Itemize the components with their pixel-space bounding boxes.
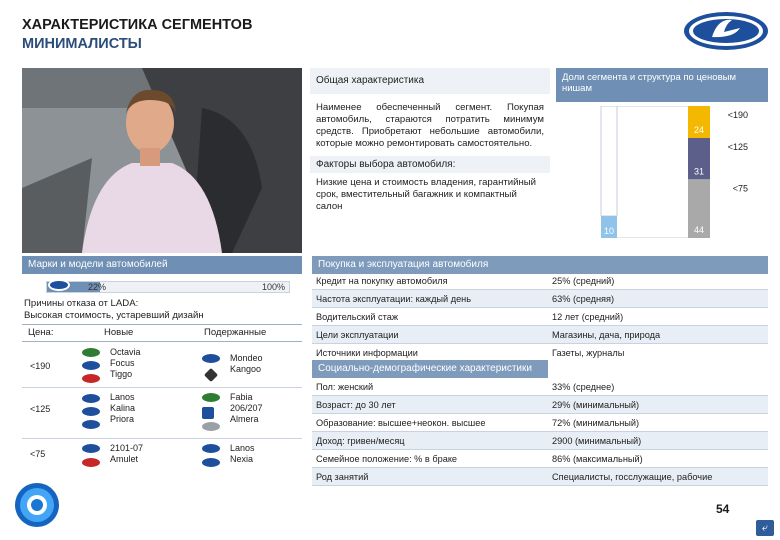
table-row: Возраст: до 30 лет 29% (минимальный) [312,396,768,414]
table-row: Пол: женский 33% (среднее) [312,378,768,396]
segment-badge-icon [14,482,60,528]
lada-logo-icon [82,407,100,416]
row-price: <125 [30,404,51,414]
lada-small-logo [48,279,70,291]
skoda-logo-icon [202,393,220,402]
lada-share-bar [46,281,290,293]
brand-row [22,389,302,439]
brands-table-header [22,324,302,342]
demo-header: Социально-демографические характеристики [312,360,548,378]
full-label: 100% [262,282,286,292]
lada-logo [682,10,770,52]
chery-logo-icon [82,458,100,467]
table-row: Водительский стаж 12 лет (средний) [312,308,768,326]
page-number: 54 [716,502,730,516]
row-new-models: Octavia Focus Tiggo [110,347,141,379]
row-price: <75 [30,449,46,459]
col-new: Новые [104,327,134,338]
niche-category-label: <190 [727,110,748,120]
factors-text: Низкие цена и стоимость владения, гарантийный срок, вместительный багажник и компактный салон [316,177,537,212]
refusal-text: Высокая стоимость, устаревший дизайн [24,310,204,321]
brands-header: Марки и модели автомобилей [22,256,302,274]
row-new-models: 2101-07 Amulet [110,443,144,464]
niche-category-label: <125 [727,142,748,152]
brand-row [22,344,302,388]
usage-header: Покупка и эксплуатация автомобиля [312,256,768,274]
segment-total-bar [601,106,617,216]
table-row: Кредит на покупку автомобиля 25% (средний) [312,272,768,290]
row-used-models: Fabia 206/207 Almera [230,392,263,424]
refusal-title: Причины отказа от LADA: [24,298,139,309]
row-used-models: Lanos Nexia [230,443,255,464]
niche-value-label: 31 [693,166,705,177]
general-header: Общая характеристика [310,68,550,94]
ford-logo-icon [82,361,100,370]
col-used: Подержанные [204,327,267,338]
daewoo-logo-icon [82,394,100,403]
niche-category-label: <75 [732,183,748,194]
daewoo-logo-icon [202,458,220,467]
row-used-models: Mondeo Kangoo [230,353,263,374]
chery-logo-icon [82,374,100,383]
share-chart [598,106,768,238]
table-row: Источники информации Газеты, журналы [316,348,625,358]
segment-share-label: 10 [603,226,615,236]
table-row: Частота эксплуатации: каждый день 63% (средняя) [312,290,768,308]
driver-photo [22,68,302,253]
ford-logo-icon [202,354,220,363]
factors-title: Факторы выбора автомобиля: [310,156,550,173]
skoda-logo-icon [82,348,100,357]
share-chart-header: Доли сегмента и структура по ценовым нишам [556,68,768,102]
row-new-models: Lanos Kalina Priora [110,392,136,424]
return-icon: ⤶ [761,522,769,534]
renault-logo-icon [204,368,218,382]
table-row: Образование: высшее+неокон. высшее 72% (минимальный) [312,414,768,432]
daewoo-logo-icon [202,444,220,453]
brand-row [22,440,302,474]
general-description: Наименее обеспеченный сегмент. Покупая автомобиль, стараются потратить минимум средств. Приобретают небольшие автомобили, которые можно ремонтировать самостоятельно. [316,102,544,149]
nissan-logo-icon [202,422,220,431]
table-row: Род занятий Специалисты, госслужащие, рабочие [312,468,768,486]
niche-value-label: 24 [693,125,705,135]
table-row: Доход: гривен/месяц 2900 (минимальный) [312,432,768,450]
lada-share-label: 22% [88,282,107,292]
page-title: ХАРАКТЕРИСТИКА СЕГМЕНТОВ МИНИМАЛИСТЫ [22,17,253,52]
return-button[interactable] [756,520,774,536]
peugeot-logo-icon [202,407,214,419]
lada-logo-icon [82,444,100,453]
col-price: Цена: [28,327,54,338]
niche-value-label: 44 [693,225,705,235]
general-characteristics [310,68,550,213]
table-row: Цели эксплуатации Магазины, дача, природа [312,326,768,344]
row-price: <190 [30,361,51,371]
table-row: Семейное положение: % в браке 86% (максимальный) [312,450,768,468]
lada-logo-icon [82,420,100,429]
